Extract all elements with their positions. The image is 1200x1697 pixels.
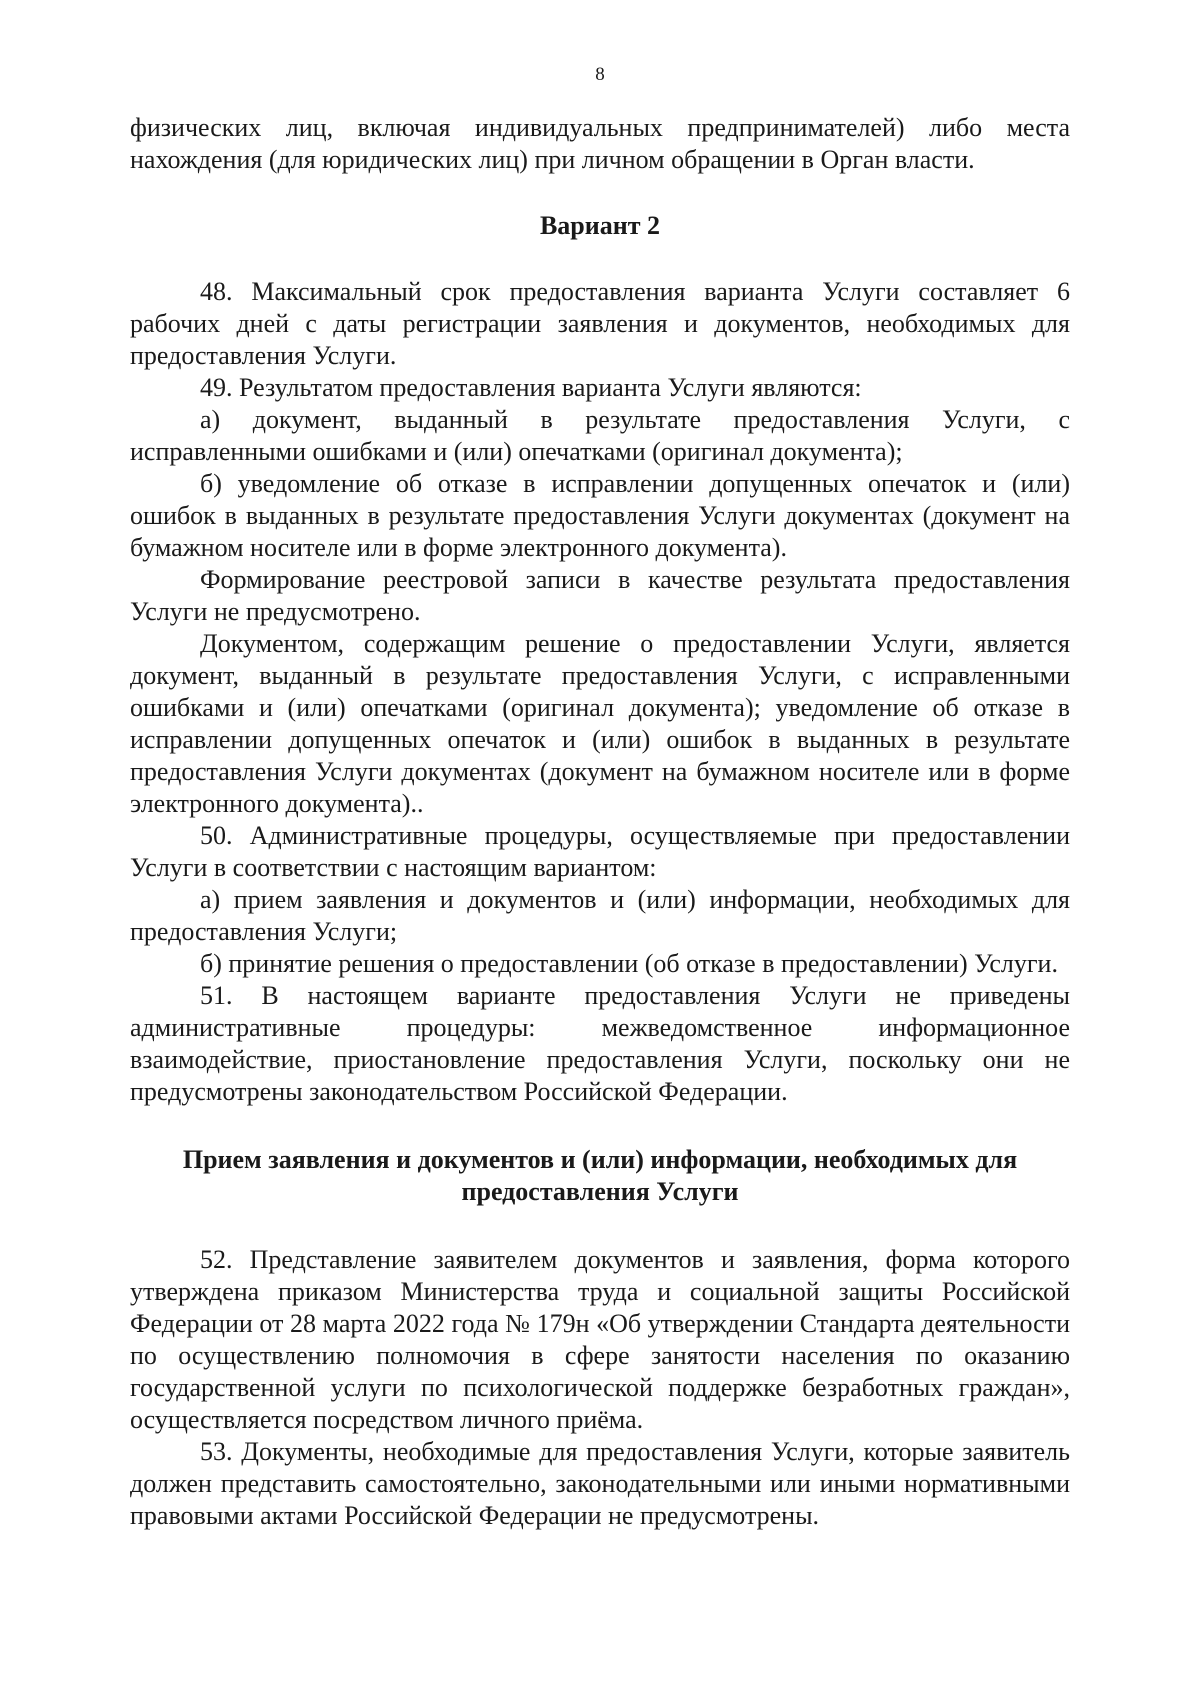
paragraph-50-b: б) принятие решения о предоставлении (об отказе в предоставлении) Услуги. [200,949,1058,978]
section-heading-line-2: предоставления Услуги [461,1177,739,1206]
paragraph-49: 49. Результатом предоставления варианта Услуги являются: [200,373,862,402]
paragraph-50-a: а) прием заявления и документов и (или) информации, необходимых для предоставления Услуги; [130,885,1070,946]
paragraph-decision-document: Документом, содержащим решение о предоставлении Услуги, является документ, выданный в результате предоставления Услуги, с исправленными ошибками и (или) опечатками (оригинал документа); уведомление об отказе в исправлении допущенных опечаток и (или) ошибок в выданных в результате предоставления Услуги документах (документ на бумажном носителе или в форме электронного документа).. [130,629,1070,818]
paragraph-50: 50. Административные процедуры, осуществляемые при предоставлении Услуги в соответствии с настоящим вариантом: [130,821,1070,882]
page-number: 8 [595,64,605,85]
paragraph-48: 48. Максимальный срок предоставления варианта Услуги составляет 6 рабочих дней с даты регистрации заявления и документов, необходимых для предоставления Услуги. [130,277,1070,370]
variant-heading: Вариант 2 [539,211,661,240]
intro-continuation-paragraph: физических лиц, включая индивидуальных предпринимателей) либо места нахождения (для юридических лиц) при личном обращении в Орган власти. [130,113,1070,174]
paragraph-53: 53. Документы, необходимые для предоставления Услуги, которые заявитель должен представить самостоятельно, законодательными или иными нормативными правовыми актами Российской Федерации не предусмотрены. [130,1437,1070,1530]
paragraph-52: 52. Представление заявителем документов и заявления, форма которого утверждена приказом Министерства труда и социальной защиты Российской Федерации от 28 марта 2022 года № 179н «Об утверждении Стандарта деятельности по осуществлению полномочия в сфере занятости населения по оказанию государственной услуги по психологической поддержке безработных граждан», осуществляется посредством личного приёма. [130,1245,1070,1434]
paragraph-49-b: б) уведомление об отказе в исправлении допущенных опечаток и (или) ошибок в выданных в результате предоставления Услуги документах (документ на бумажном носителе или в форме электронного документа). [130,469,1070,562]
paragraph-51: 51. В настоящем варианте предоставления Услуги не приведены административные процедуры: межведомственное информационное взаимодействие, приостановление предоставления Услуги, поскольку они не предусмотрены законодательством Российской Федерации. [130,981,1070,1106]
paragraph-registry-record: Формирование реестровой записи в качестве результата предоставления Услуги не предусмотрено. [130,565,1070,626]
document-body [130,112,1070,1532]
section-heading-line-1: Прием заявления и документов и (или) информации, необходимых для [182,1145,1018,1174]
paragraph-49-a: а) документ, выданный в результате предоставления Услуги, с исправленными ошибками и (или) опечатками (оригинал документа); [130,405,1070,466]
section-heading [130,1144,1070,1208]
